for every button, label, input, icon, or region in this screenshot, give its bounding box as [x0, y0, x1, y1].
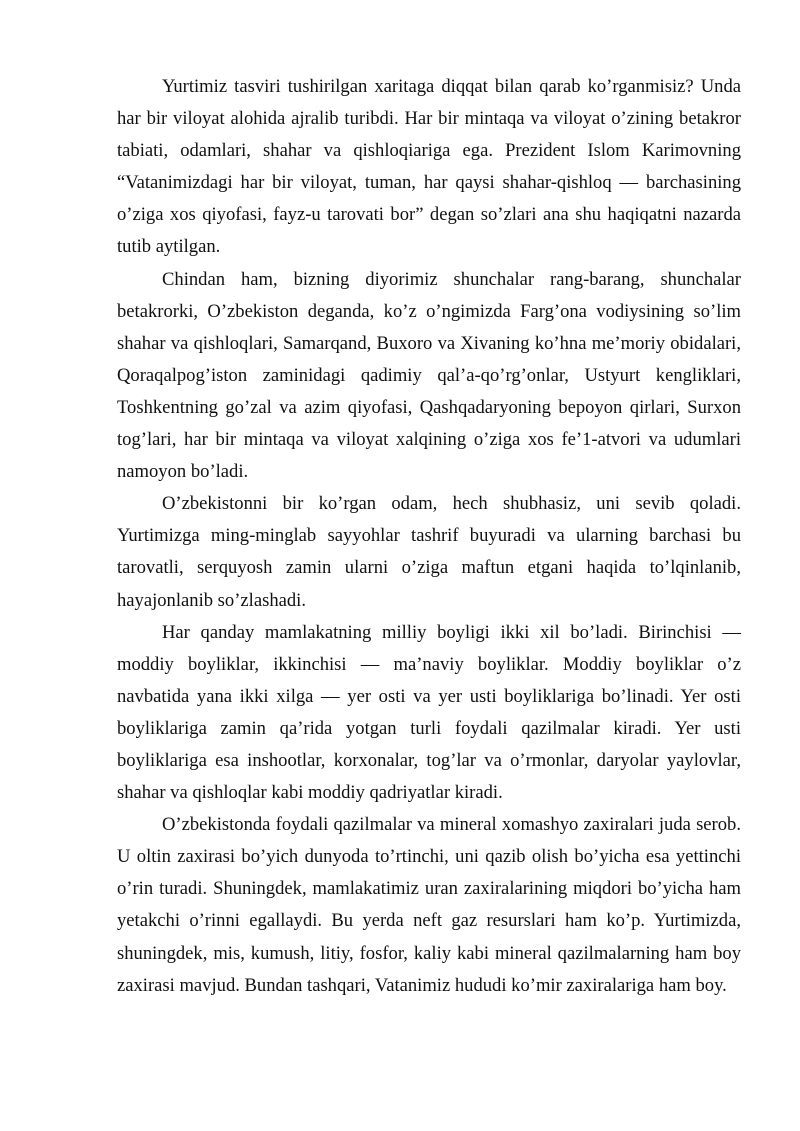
- paragraph: Yurtimiz tasviri tushirilgan xaritaga diqqat bilan qarab ko’rganmisiz? Unda har bir viloyat alohida ajralib turibdi. Har bir mintaqa va viloyat o’zining betakror tabiati, odamlari, shahar va qishloqiariga ega. Prezident Islom Karimovning “Vatanimizdagi har bir viloyat, tuman, har qaysi shahar-qishloq — barchasining o’ziga xos qiyofasi, fayz-u tarovati bor” degan so’zlari ana shu haqiqatni nazarda tutib aytilgan.: [117, 76, 741, 258]
- document-body: [117, 71, 741, 1002]
- paragraph: Har qanday mamlakatning milliy boyligi ikki xil bo’ladi. Birinchisi — moddiy boyliklar, ikkinchisi — ma’naviy boyliklar. Moddiy boyliklar o’z navbatida yana ikki xilga — yer osti va yer usti boyliklariga bo’linadi. Yer osti boyliklariga zamin qa’rida yotgan turli foydali qazilmalar kiradi. Yer usti boyliklariga esa inshootlar, korxonalar, tog’lar va o’rmonlar, daryolar yaylovlar, shahar va qishloqlar kabi moddiy qadriyatlar kiradi.: [117, 621, 741, 804]
- paragraph: Chindan ham, bizning diyorimiz shunchalar rang-barang, shunchalar betakrorki, O’zbekiston deganda, ko’z o’ngimizda Farg’ona vodiysining so’lim shahar va qishloqlari, Samarqand, Buxoro va Xivaning ko’hna me’moriy obidalari, Qoraqalpog’iston zaminidagi qadimiy qal’a-qo’rg’onlar, Ustyurt kengliklari, Toshkentning go’zal va azim qiyofasi, Qashqadaryoning bepoyon qirlari, Surxon tog’lari, har bir mintaqa va viloyat xalqining o’ziga xos fe’1-atvori va udumlari namoyon bo’ladi.: [117, 268, 741, 483]
- paragraph: O’zbekistonni bir ko’rgan odam, hech shubhasiz, uni sevib qoladi. Yurtimizga ming-minglab sayyohlar tashrif buyuradi va ularning barchasi bu tarovatli, serquyosh zamin ularni o’ziga maftun etgani haqida to’lqinlanib, hayajonlanib so’zlashadi.: [117, 493, 741, 611]
- paragraph: O’zbekistonda foydali qazilmalar va mineral xomashyo zaxiralari juda serob. U oltin zaxirasi bo’yich dunyoda to’rtinchi, uni qazib olish bo’yicha esa yettinchi o’rin turadi. Shuningdek, mamlakatimiz uran zaxiralarining miqdori bo’yicha ham yetakchi o’rinni egallaydi. Bu yerda neft gaz resurslari ham ko’p. Yurtimizda, shuningdek, mis, kumush, litiy, fosfor, kaliy kabi mineral qazilmalarning ham boy zaxirasi mavjud. Bundan tashqari, Vatanimiz hududi ko’mir zaxiralariga ham boy.: [117, 814, 741, 996]
